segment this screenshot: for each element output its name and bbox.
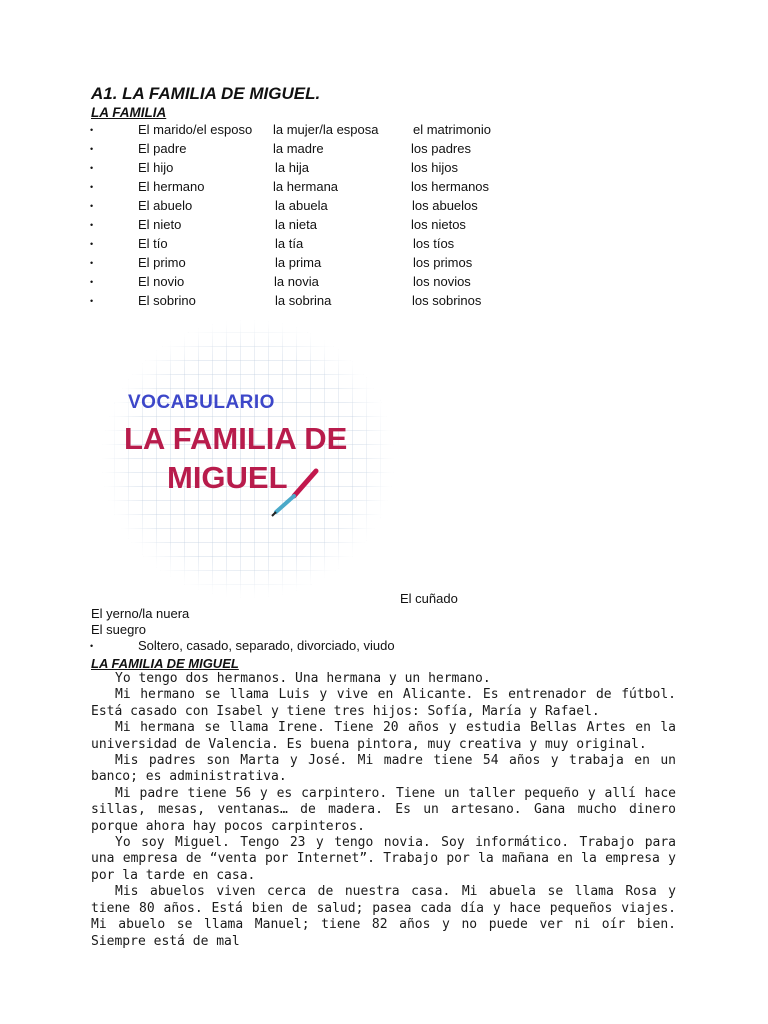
bullet-icon: • bbox=[90, 641, 94, 651]
vocab-masculine: El tío bbox=[138, 236, 168, 251]
vocab-row bbox=[0, 215, 768, 234]
vocab-plural: los nietos bbox=[411, 217, 466, 232]
vocab-plural: los padres bbox=[411, 141, 471, 156]
story-paragraph: Mis padres son Marta y José. Mi madre tiene 54 años y trabaja en un banco; es administrativa. bbox=[91, 753, 676, 785]
vocab-feminine: la nieta bbox=[275, 217, 317, 232]
bullet-icon: • bbox=[90, 182, 94, 192]
vocab-plural: los sobrinos bbox=[412, 293, 482, 308]
bullet-icon: • bbox=[90, 163, 94, 173]
vocab-list bbox=[0, 120, 768, 310]
vocab-plural: los tíos bbox=[413, 236, 455, 251]
vocab-row bbox=[0, 158, 768, 177]
vocab-feminine: la tía bbox=[275, 236, 304, 251]
image-vocabulario-text: VOCABULARIO bbox=[128, 392, 275, 413]
bullet-icon: • bbox=[90, 277, 94, 287]
vocab-plural: los hijos bbox=[411, 160, 458, 175]
vocab-masculine: El abuelo bbox=[138, 198, 193, 213]
vocab-row bbox=[0, 291, 768, 310]
vocab-feminine: la abuela bbox=[275, 198, 328, 213]
story-heading: LA FAMILIA DE MIGUEL bbox=[91, 656, 239, 671]
vocab-row bbox=[0, 253, 768, 272]
suegro-label: El suegro bbox=[91, 622, 146, 637]
story-paragraph: Mi padre tiene 56 y es carpintero. Tiene un taller pequeño y allí hace sillas, mesas, ventanas… de madera. Es un artesano. Gana mucho dinero porque ahora hay pocos carpinteros. bbox=[91, 785, 676, 834]
bullet-icon: • bbox=[90, 296, 94, 306]
vocab-plural: el matrimonio bbox=[413, 122, 492, 137]
vocab-feminine: la hija bbox=[275, 160, 309, 175]
vocab-feminine: la hermana bbox=[273, 179, 339, 194]
bullet-icon: • bbox=[90, 258, 94, 268]
vocab-feminine: la prima bbox=[275, 255, 322, 270]
bullet-icon: • bbox=[90, 239, 94, 249]
vocab-feminine: la mujer/la esposa bbox=[273, 122, 379, 137]
vocab-row bbox=[0, 272, 768, 291]
bullet-icon: • bbox=[90, 220, 94, 230]
vocab-masculine: El sobrino bbox=[138, 293, 196, 308]
vocab-masculine: El nieto bbox=[138, 217, 182, 232]
vocab-plural: los abuelos bbox=[412, 198, 478, 213]
vocab-feminine: la novia bbox=[274, 274, 319, 289]
story-text bbox=[91, 671, 676, 950]
vocabulary-title-image bbox=[100, 318, 396, 600]
story-paragraph: Mi hermano se llama Luis y vive en Alicante. Es entrenador de fútbol. Está casado con Isabel y tiene tres hijos: Sofía, María y Rafael. bbox=[91, 687, 676, 719]
vocab-heading: LA FAMILIA bbox=[91, 105, 167, 120]
bullet-icon: • bbox=[90, 125, 94, 135]
vocab-masculine: El marido/el esposo bbox=[138, 122, 253, 137]
document-title: A1. LA FAMILIA DE MIGUEL. bbox=[91, 84, 321, 103]
image-title-line1: LA FAMILIA DE bbox=[124, 421, 348, 456]
image-title-line2: MIGUEL bbox=[167, 460, 288, 495]
story-paragraph: Yo soy Miguel. Tengo 23 y tengo novia. Soy informático. Trabajo para una empresa de “venta por Internet”. Trabajo por la mañana en la empresa y por la tarde en casa. bbox=[91, 835, 676, 883]
vocab-feminine: la sobrina bbox=[275, 293, 332, 308]
vocab-masculine: El primo bbox=[138, 255, 186, 270]
vocab-row bbox=[0, 196, 768, 215]
yerno-label: El yerno/la nuera bbox=[91, 606, 190, 621]
vocab-masculine: El novio bbox=[138, 274, 185, 289]
story-paragraph: Mis abuelos viven cerca de nuestra casa. Mi abuela se llama Rosa y tiene 80 años. Está bien de salud; pasea cada día y hace pequeños viajes. Mi abuelo se llama Manuel; tiene 82 años y no puede ver ni oír bien. Siempre está de mal bbox=[91, 884, 676, 949]
story-paragraph: Mi hermana se llama Irene. Tiene 20 años y estudia Bellas Artes en la universidad de Valencia. Es buena pintora, muy creativa y muy original. bbox=[91, 720, 676, 752]
bullet-icon: • bbox=[90, 201, 94, 211]
vocab-row bbox=[0, 120, 768, 139]
vocab-feminine: la madre bbox=[273, 141, 324, 156]
vocab-row bbox=[0, 139, 768, 158]
vocab-plural: los novios bbox=[413, 274, 471, 289]
vocab-masculine: El padre bbox=[138, 141, 187, 156]
vocab-row bbox=[0, 177, 768, 196]
story-paragraph: Yo tengo dos hermanos. Una hermana y un hermano. bbox=[115, 671, 491, 686]
cunado-label: El cuñado bbox=[400, 591, 458, 606]
vocab-plural: los primos bbox=[413, 255, 473, 270]
vocab-plural: los hermanos bbox=[411, 179, 490, 194]
vocab-masculine: El hermano bbox=[138, 179, 205, 194]
vocab-masculine: El hijo bbox=[138, 160, 174, 175]
estado-civil-label: Soltero, casado, separado, divorciado, viudo bbox=[138, 638, 395, 653]
bullet-icon: • bbox=[90, 144, 94, 154]
vocab-row bbox=[0, 234, 768, 253]
